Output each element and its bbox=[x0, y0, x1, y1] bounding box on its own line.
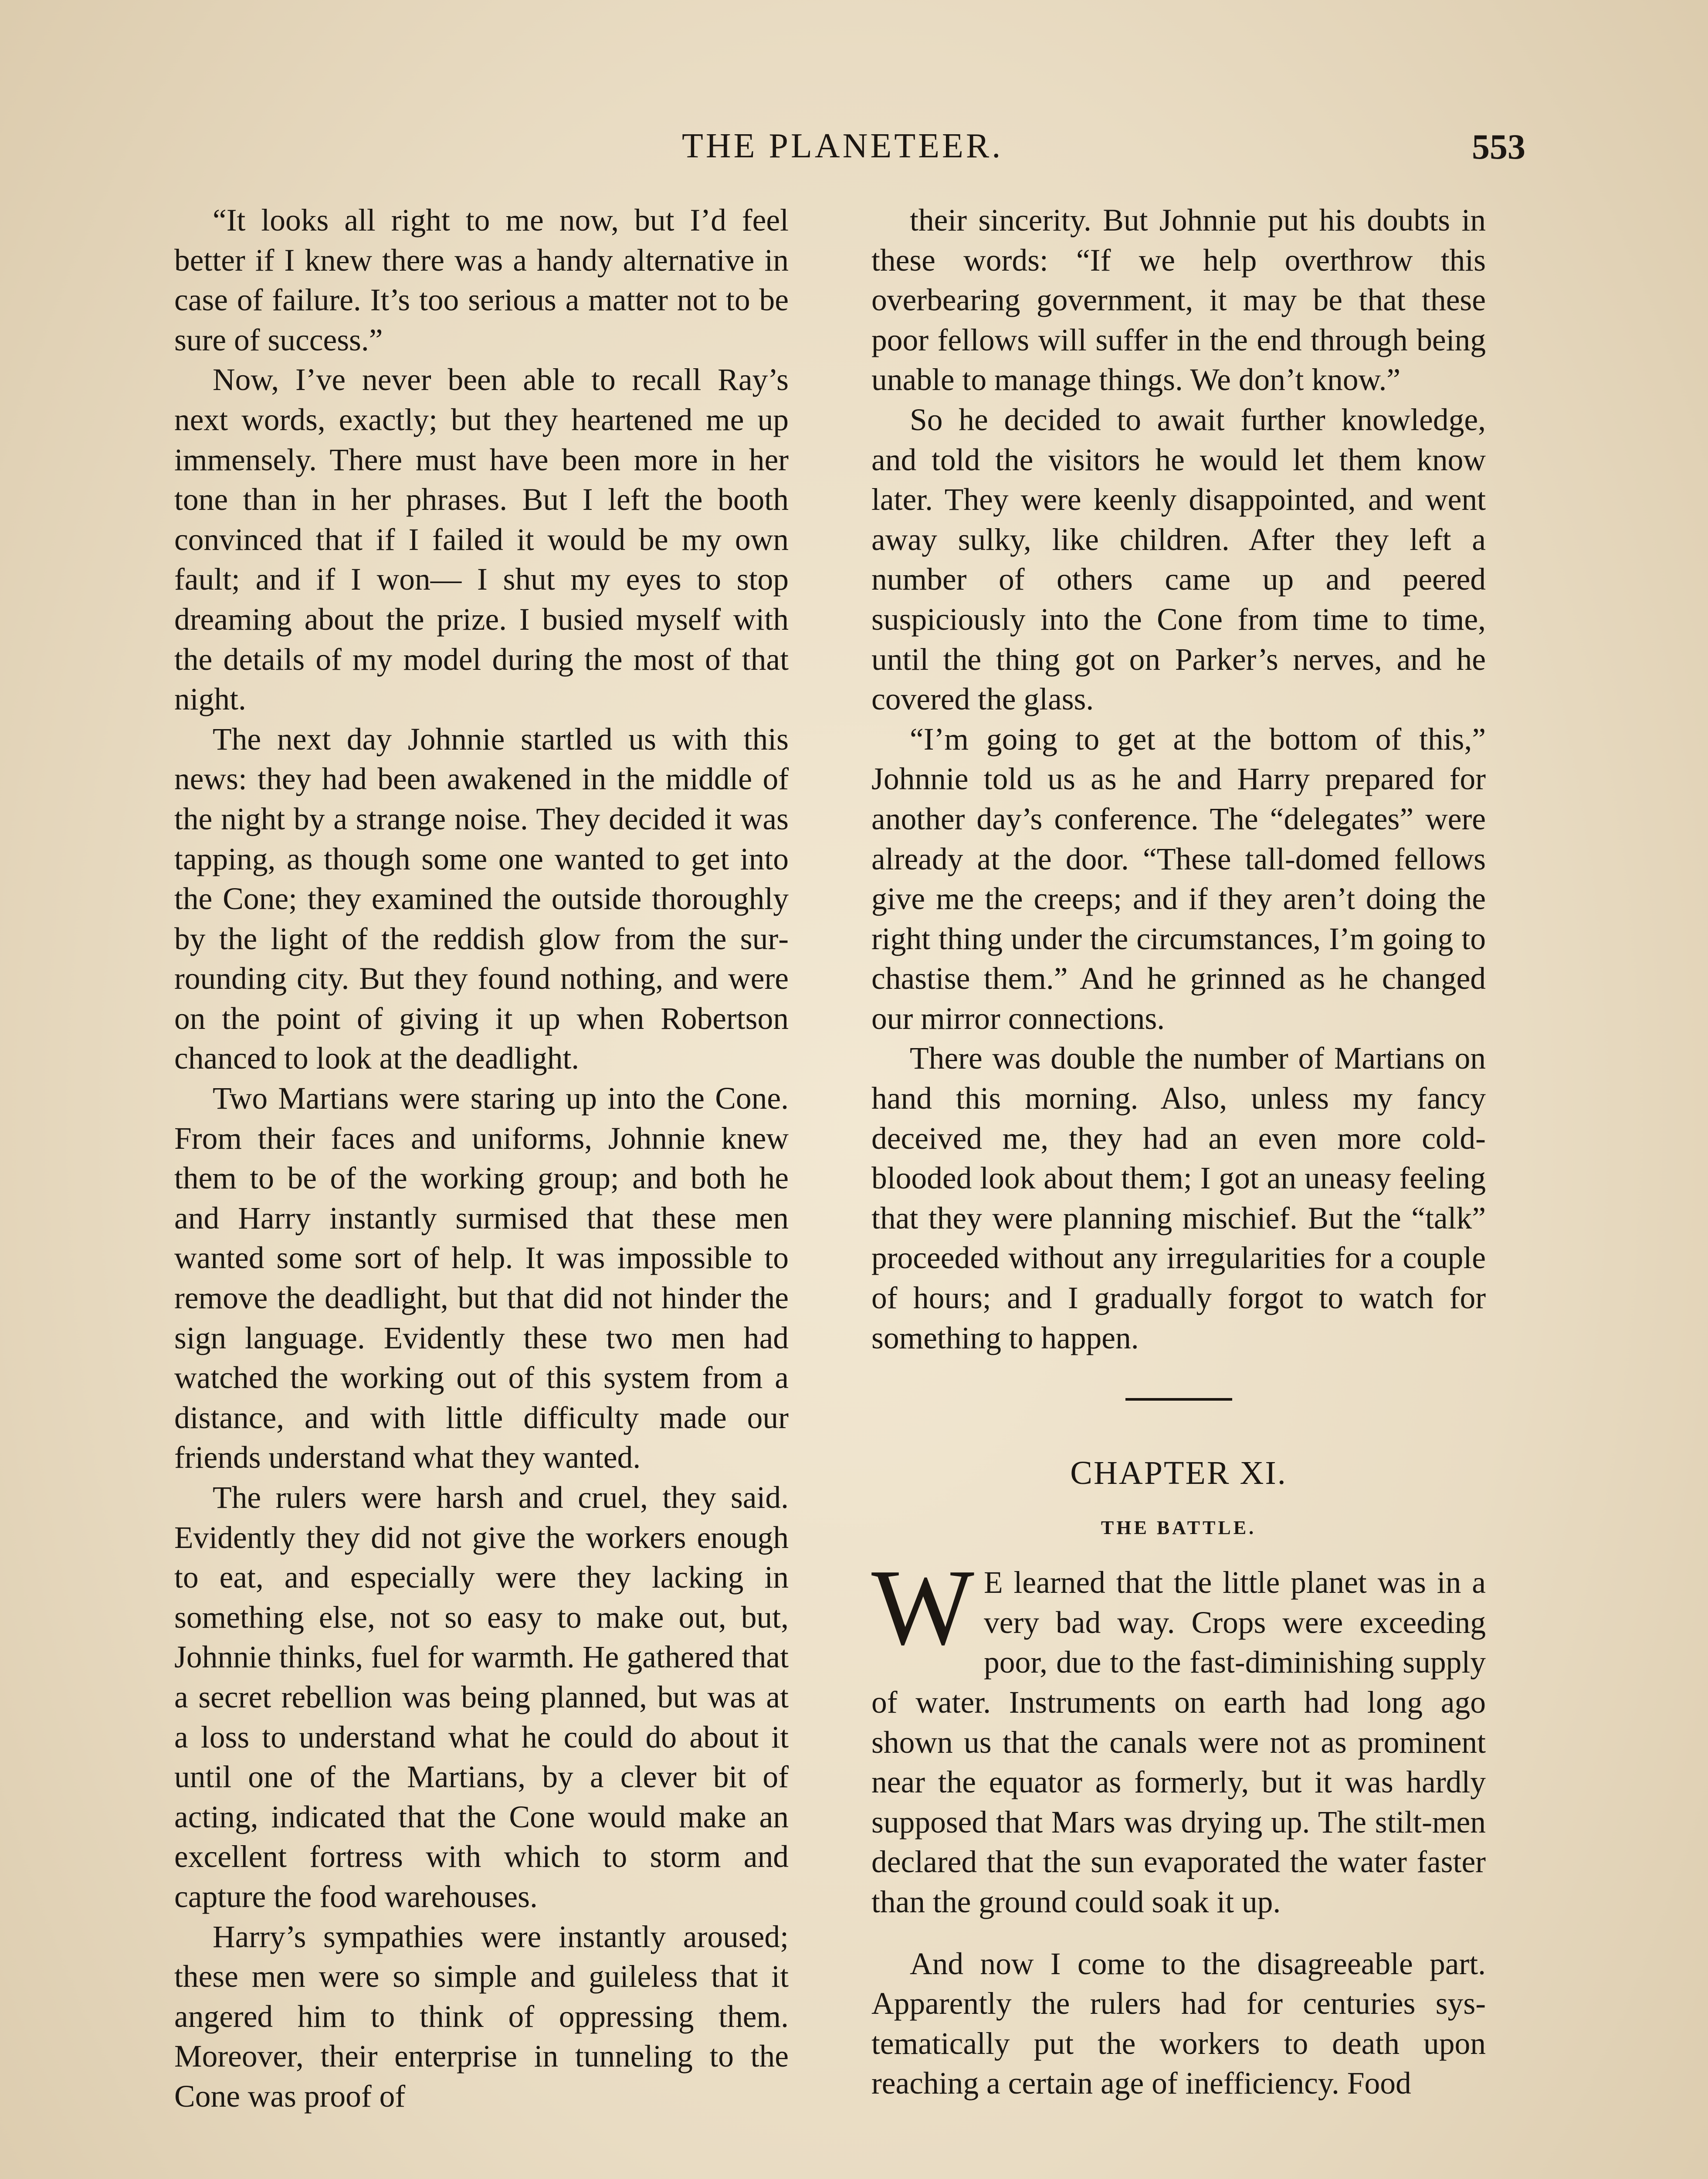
paragraph: The rulers were harsh and cruel, they said. Evidently they did not give the workers enough to eat, and especially were they lacking in something else, not so easy to make out, but, Johnnie thinks, fuel for warmth. He gathered that a secret rebellion was being planned, but was at a loss to understand what he could do about it until one of the Martians, by a clever bit of acting, indicated that the Cone would make an excellent fortress with which to storm and capture the food warehouses. bbox=[174, 1480, 789, 1914]
paragraph: “It looks all right to me now, but I’d feel better if I knew there was a handy alternative in case of failure. It’s too serious a matter not to be sure of success.” bbox=[174, 203, 789, 357]
paragraph: There was double the number of Martians on hand this morning. Also, unless my fancy deceived me, they had an even more cold-blooded look about them; I got an uneasy feeling that they were planning mischief. But the “talk” proceeded without any irregularities for a couple of hours; and I gradually forgot to watch for something to happen. bbox=[871, 1041, 1486, 1355]
page-number: 553 bbox=[1472, 127, 1525, 166]
paragraph: Now, I’ve never been able to recall Ray’s next words, exactly; but they heartened me up immensely. There must have been more in her tone than in her phrases. But I left the booth convinced that if I failed it would be my own fault; and if I won— I shut my eyes to stop dreaming about the prize. I busied myself with the details of my model during the most of that night. bbox=[174, 363, 789, 717]
paragraph: Two Martians were staring up into the Cone. From their faces and uniforms, Johnnie knew them to be of the working group; and both he and Harry instantly surmised that these men wanted some sort of help. It was impossible to remove the deadlight, but that did not hinder the sign language. Evidently these two men had watched the working out of this system from a distance, and with little difficulty made our friends understand what they wanted. bbox=[174, 1081, 789, 1475]
chapter-subtitle: THE BATTLE. bbox=[1101, 1517, 1257, 1539]
section-divider bbox=[1125, 1398, 1232, 1401]
running-head: THE PLANETEER. bbox=[682, 127, 1003, 165]
paragraph: their sincerity. But Johnnie put his doubts in these words: “If we help overthrow this overbearing government, it may be that these poor fellows will suffer in the end through being unable to manage things. We don’t know.” bbox=[871, 203, 1486, 397]
drop-cap: W bbox=[871, 1547, 974, 1668]
paragraph: Harry’s sympathies were instantly aroused; these men were so simple and guileless that it angered him to think of oppressing them. Moreover, their enterprise in tunneling to the Cone was proof of bbox=[174, 1919, 789, 2114]
paragraph: “I’m going to get at the bottom of this,” Johnnie told us as he and Harry prepared for another day’s conference. The “delegates” were already at the door. “These tall-domed fellows give me the creeps; and if they aren’t doing the right thing under the circumstances, I’m going to chastise them.” And he grinned as he changed our mirror connections. bbox=[871, 722, 1486, 1036]
left-column bbox=[174, 200, 789, 2117]
paragraph: The next day Johnnie startled us with this news: they had been awakened in the middle of the night by a strange noise. They decided it was tapping, as though some one wanted to get into the Cone; they examined the outside thoroughly by the light of the reddish glow from the surrounding city. But they found nothing, and were on the point of giving it up when Robertson chanced to look at the deadlight. bbox=[174, 722, 789, 1076]
chapter-title: CHAPTER XI. bbox=[1070, 1455, 1287, 1492]
opening-text: E learned that the little planet was in a very bad way. Crops were exceeding poor, due to the fast-diminishing supply of water. Instruments on earth had long ago shown us that the canals were not as prominent near the equator as formerly, but it was hardly supposed that Mars was drying up. The stilt-men declared that the sun evaporated the water faster than the ground could soak it up. bbox=[871, 1565, 1486, 1919]
paragraph: So he decided to await further knowledge, and told the visitors he would let them know later. They were keenly disappointed, and went away sulky, like children. After they left a number of others came up and peered suspiciously into the Cone from time to time, until the thing got on Parker’s nerves, and he covered the glass. bbox=[871, 402, 1486, 717]
paragraph: And now I come to the disagreeable part. Apparently the rulers had for centuries systematically put the workers to death upon reaching a certain age of inefficiency. Food bbox=[871, 1946, 1486, 2101]
chapter-opening-paragraph bbox=[871, 1547, 1486, 1922]
right-column bbox=[871, 200, 1486, 2104]
